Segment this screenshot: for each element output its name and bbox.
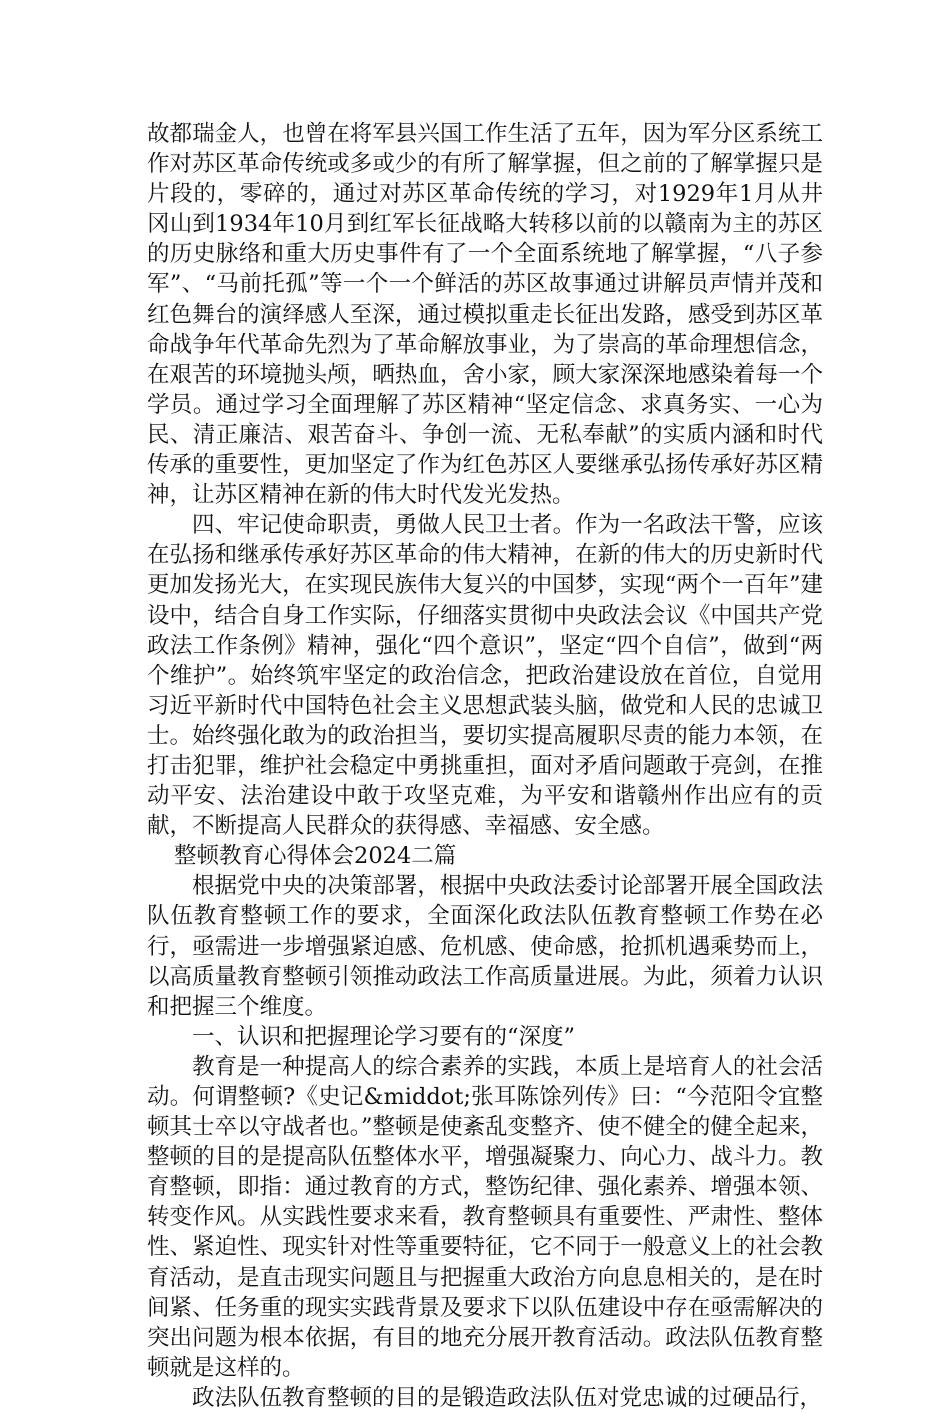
article-title: 整顿教育心得体会2024二篇	[174, 843, 457, 870]
paragraph-section-four: 四、牢记使命职责，勇做人民卫士者。作为一名政法干警，应该在弘扬和继承传承好苏区革命的伟大精神，在新的伟大的历史新时代更加发扬光大，在实现民族伟大复兴的中国梦，实现“两个一百年”建设中，结合自身工作实际，仔细落实贯彻中央政法会议《中国共产党政法工作条例》精神，强化“四个意识”，坚定“四个自信”，做到“两个维护”。始终筑牢坚定的政治信念，把政治建设放在首位，自觉用习近平新时代中国特色社会主义思想武装头脑，做党和人民的忠诚卫士。始终强化敢为的政治担当，要切实提高履职尽责的能力本领，在打击犯罪，维护社会稳定中勇挑重担，面对矛盾问题敢于亮剑，在推动平安、法治建设中敢于攻坚克难，为平安和谐赣州作出应有的贡献，不断提高人民群众的获得感、幸福感、安全感。	[147, 512, 823, 840]
paragraph-intro: 根据党中央的决策部署，根据中央政法委讨论部署开展全国政法队伍教育整顿工作的要求，全面深化政法队伍教育整顿工作势在必行，亟需进一步增强紧迫感、危机感、使命感，抢抓机遇乘势而上，以高质量教育整顿引领推动政法工作高质量进展。为此，须着力认识和把握三个维度。	[147, 873, 823, 1020]
paragraph-education: 教育是一种提高人的综合素养的实践，本质上是培育人的社会活动。何谓整顿?《史记&middot;张耳陈馀列传》曰：“今范阳令宜整顿其士卒以守战者也。”整顿是使紊乱变整齐、使不健全的健全起来，整顿的目的是提高队伍整体水平，增强凝聚力、向心力、战斗力。教育整顿，即指：通过教育的方式，整饬纪律、强化素养、增强本领、转变作风。从实践性要求来看，教育整顿具有重要性、严肃性、整体性、紧迫性、现实针对性等重要特征，它不同于一般意义上的社会教育活动，是直击现实问题且与把握重大政治方向息息相关的，是在时间紧、任务重的现实实践背景及要求下以队伍建设中存在亟需解决的突出问题为根本依据，有目的地充分展开教育活动。政法队伍教育整顿就是这样的。	[147, 1053, 823, 1381]
document-page	[147, 119, 823, 1413]
paragraph-purpose: 政法队伍教育整顿的目的是锻造政法队伍对党忠诚的过硬品行，	[192, 1384, 823, 1411]
section-heading-one: 一、认识和把握理论学习要有的“深度”	[192, 1023, 576, 1050]
paragraph-continued: 故都瑞金人，也曾在将军县兴国工作生活了五年，因为军分区系统工作对苏区革命传统或多或少的有所了解掌握，但之前的了解掌握只是片段的，零碎的，通过对苏区革命传统的学习，对1929年1月从井冈山到1934年10月到红军长征战略大转移以前的以赣南为主的苏区的历史脉络和重大历史事件有了一个全面系统地了解掌握，“八子参军”、“马前托孤”等一个一个鲜活的苏区故事通过讲解员声情并茂和红色舞台的演绎感人至深，通过模拟重走长征出发路，感受到苏区革命战争年代革命先烈为了革命解放事业，为了崇高的革命理想信念，在艰苦的环境抛头颅，晒热血，舍小家，顾大家深深地感染着每一个学员。通过学习全面理解了苏区精神“坚定信念、求真务实、一心为民、清正廉洁、艰苦奋斗、争创一流、无私奉献”的实质内涵和时代传承的重要性，更加坚定了作为红色苏区人要继承弘扬传承好苏区精神，让苏区精神在新的伟大时代发光发热。	[147, 121, 823, 509]
